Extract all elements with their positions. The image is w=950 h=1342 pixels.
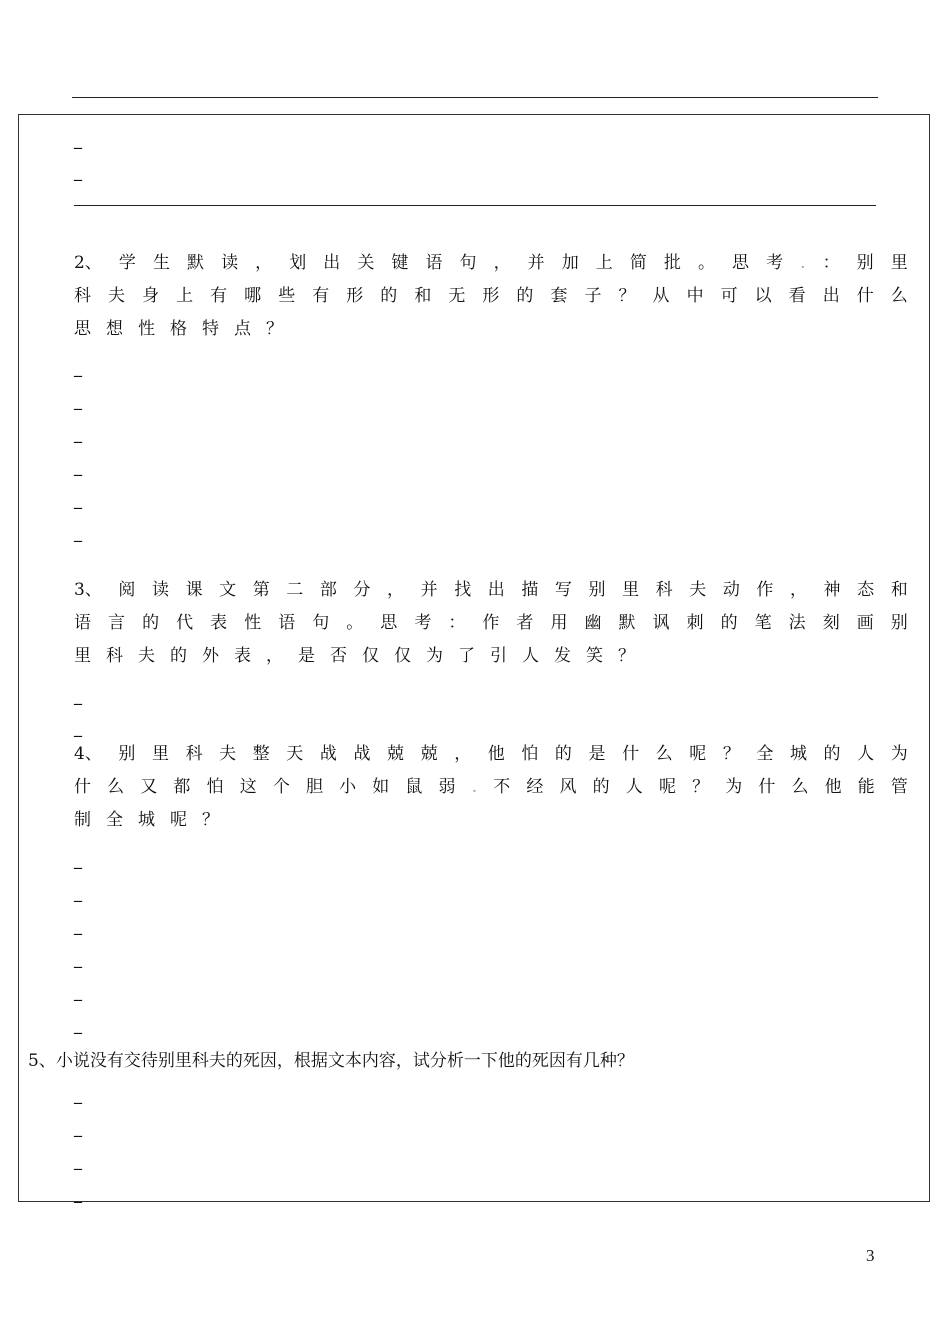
q3-char: 外 [202, 646, 219, 666]
q2-char: 思 [74, 319, 91, 339]
q3-char: 别 [890, 613, 908, 633]
q3-char: 笑 [586, 646, 603, 666]
answer-blank: _ [74, 1118, 82, 1137]
question-2-line-1 [74, 250, 908, 276]
q4-char: 他 [824, 777, 842, 797]
q2-char: 考 [766, 253, 784, 273]
answer-blank: _ [74, 949, 82, 968]
q2-char: 形 [482, 286, 500, 306]
page-number: 3 [866, 1246, 875, 1265]
q2-char: ： [822, 253, 840, 273]
q3-char: 了 [458, 646, 475, 666]
q4-char: 呢 [689, 744, 707, 764]
answer-blank: _ [74, 982, 82, 1001]
q3-char: 第 [252, 580, 270, 600]
q4-char: 又 [140, 777, 158, 797]
q2-char: 语 [425, 253, 443, 273]
q2-char: 别 [856, 253, 874, 273]
answer-blank: _ [74, 490, 82, 509]
q3-char: 动 [722, 580, 740, 600]
q2-char: 么 [890, 286, 908, 306]
q2-char: 句 [459, 253, 477, 273]
q2-char: 划 [289, 253, 307, 273]
q4-char: 全 [756, 744, 774, 764]
q3-char: 二 [286, 580, 304, 600]
q4-char: 夫 [219, 744, 237, 764]
q4-char: 么 [107, 777, 125, 797]
q2-char: ， [255, 253, 273, 273]
q3-char: 别 [588, 580, 606, 600]
answer-blank: _ [74, 457, 82, 476]
q4-char: 经 [526, 777, 544, 797]
q3-char: 作 [482, 613, 500, 633]
q3-char: 画 [856, 613, 874, 633]
q3-char: 仅 [394, 646, 411, 666]
answer-blank: _ [74, 523, 82, 542]
q3-char: 3、 [74, 580, 102, 600]
q3-char: 思 [380, 613, 398, 633]
q4-char: 什 [74, 777, 91, 797]
answer-blank: _ [74, 1085, 82, 1104]
q3-char: 语 [74, 613, 91, 633]
answer-blank: _ [74, 850, 82, 869]
q4-char: 整 [252, 744, 270, 764]
q2-char: 格 [170, 319, 187, 339]
q2-char: 夫 [108, 286, 126, 306]
q3-char: 人 [522, 646, 539, 666]
q2-char: 批 [663, 253, 681, 273]
q3-char: 和 [890, 580, 908, 600]
q4-stray-mark: . [471, 777, 478, 797]
q3-char: 者 [516, 613, 534, 633]
q2-char: 上 [595, 253, 613, 273]
q3-char: 表 [210, 613, 228, 633]
q3-char: 法 [788, 613, 806, 633]
q2-char: 点 [234, 319, 251, 339]
q3-char: 出 [487, 580, 505, 600]
q2-char: 有 [312, 286, 330, 306]
q4-char: 弱 [438, 777, 456, 797]
q2-char: 无 [448, 286, 466, 306]
q3-char: 的 [170, 646, 187, 666]
q4-char: 不 [493, 777, 511, 797]
q4-char: 天 [286, 744, 304, 764]
answer-blank: _ [74, 1184, 82, 1203]
q2-char: 些 [278, 286, 296, 306]
q3-char: 课 [185, 580, 203, 600]
q3-char: 科 [655, 580, 673, 600]
q2-char: 学 [118, 253, 136, 273]
q3-char: 里 [74, 646, 91, 666]
q4-char: 城 [138, 810, 155, 830]
answer-blank: _ [74, 916, 82, 935]
q4-char: 是 [588, 744, 606, 764]
q3-char: 讽 [652, 613, 670, 633]
q3-char: 态 [857, 580, 875, 600]
q4-char: 人 [857, 744, 875, 764]
q3-char: 的 [720, 613, 738, 633]
q4-char: 4、 [74, 744, 102, 764]
q2-char: 看 [788, 286, 806, 306]
q4-char: 鼠 [405, 777, 423, 797]
answer-blank: _ [74, 391, 82, 410]
q4-char: 的 [823, 744, 841, 764]
q4-char: 城 [789, 744, 807, 764]
answer-blank: _ [74, 162, 82, 181]
q2-char: 以 [754, 286, 772, 306]
q4-char: 兢 [420, 744, 438, 764]
q4-char: 战 [319, 744, 337, 764]
q4-char: 呢 [658, 777, 676, 797]
q2-char: 生 [152, 253, 170, 273]
q3-char: 考 [414, 613, 432, 633]
q3-char: ？ [618, 646, 635, 666]
q2-char: 性 [138, 319, 155, 339]
q2-char: 关 [357, 253, 375, 273]
q4-char: 呢 [170, 810, 187, 830]
q4-char: 人 [625, 777, 643, 797]
answer-blank: _ [74, 1151, 82, 1170]
q2-char: 和 [414, 286, 432, 306]
q2-char: ， [493, 253, 511, 273]
q4-char: 的 [554, 744, 572, 764]
q2-char: 出 [822, 286, 840, 306]
q3-char: 读 [151, 580, 169, 600]
q3-char: 作 [756, 580, 774, 600]
q3-char: 为 [426, 646, 443, 666]
question-4-line-1 [74, 741, 908, 767]
q3-char: ， [266, 646, 283, 666]
q2-char: 简 [629, 253, 647, 273]
q2-char: 哪 [244, 286, 262, 306]
q2-char: 套 [550, 286, 568, 306]
answer-blank: _ [74, 424, 82, 443]
answer-blank: _ [74, 1015, 82, 1034]
q4-char: 么 [655, 744, 673, 764]
q3-char: 并 [420, 580, 438, 600]
q4-char: 里 [151, 744, 169, 764]
q2-char: 特 [202, 319, 219, 339]
header-rule [72, 97, 878, 98]
q3-char: 幽 [584, 613, 602, 633]
q2-char: 读 [221, 253, 239, 273]
q3-char: 找 [454, 580, 472, 600]
q4-char: 为 [725, 777, 743, 797]
q2-char: 身 [142, 286, 160, 306]
q3-char: 。 [346, 613, 364, 633]
q3-char: 笔 [754, 613, 772, 633]
question-5: 5、小说没有交待别里科夫的死因，根据文本内容，试分析一下他的死因有几种？ [28, 1051, 634, 1071]
q2-char: 2、 [74, 253, 102, 273]
q3-char: 默 [618, 613, 636, 633]
q2-char: 想 [106, 319, 123, 339]
q4-char: 别 [118, 744, 136, 764]
q4-char: 他 [487, 744, 505, 764]
q2-stray-mark: . [800, 253, 806, 273]
q3-char: ， [789, 580, 807, 600]
question-3-line-3 [74, 643, 908, 669]
answer-blank: _ [74, 130, 82, 149]
q2-char: 。 [697, 253, 715, 273]
q4-char: 管 [890, 777, 908, 797]
q3-char: 发 [554, 646, 571, 666]
q3-char: 写 [554, 580, 572, 600]
q3-char: 语 [278, 613, 296, 633]
question-2-line-3 [74, 316, 908, 342]
q4-char: 为 [890, 744, 908, 764]
q2-char: 有 [210, 286, 228, 306]
q4-char: 怕 [206, 777, 224, 797]
q3-char: 用 [550, 613, 568, 633]
q4-char: ， [454, 744, 472, 764]
q3-char: 描 [521, 580, 539, 600]
q2-char: 从 [652, 286, 670, 306]
q2-char: 里 [890, 253, 908, 273]
question-3-line-2 [74, 610, 908, 636]
q2-char: 加 [561, 253, 579, 273]
q4-char: ？ [202, 810, 219, 830]
answer-blank: _ [74, 358, 82, 377]
q3-char: 的 [142, 613, 160, 633]
q4-char: 个 [272, 777, 290, 797]
q4-char: 这 [239, 777, 257, 797]
q3-char: 神 [823, 580, 841, 600]
q3-char: 否 [330, 646, 347, 666]
q3-char: ， [387, 580, 405, 600]
q3-char: ： [448, 613, 466, 633]
q3-char: 代 [176, 613, 194, 633]
q4-char: 什 [758, 777, 776, 797]
q4-char: 的 [592, 777, 610, 797]
q3-char: 刻 [822, 613, 840, 633]
question-4-line-3 [74, 807, 908, 833]
answer-blank: _ [74, 883, 82, 902]
q2-char: 中 [686, 286, 704, 306]
q2-char: 的 [380, 286, 398, 306]
q3-char: 夫 [138, 646, 155, 666]
question-3-line-1 [74, 577, 908, 603]
q3-char: 里 [622, 580, 640, 600]
q2-char: 形 [346, 286, 364, 306]
q4-char: 胆 [305, 777, 323, 797]
q4-char: 科 [185, 744, 203, 764]
q2-char: 什 [856, 286, 874, 306]
q3-char: 科 [106, 646, 123, 666]
q4-char: 风 [559, 777, 577, 797]
q4-char: 如 [372, 777, 390, 797]
q4-char: 兢 [387, 744, 405, 764]
q2-char: 科 [74, 286, 91, 306]
q3-char: 性 [244, 613, 262, 633]
q4-char: 战 [353, 744, 371, 764]
question-4-line-2 [74, 774, 908, 800]
q3-char: 阅 [118, 580, 136, 600]
q4-char: 什 [622, 744, 640, 764]
q3-char: 句 [312, 613, 330, 633]
answer-blank: _ [74, 718, 82, 737]
q2-char: 键 [391, 253, 409, 273]
question-2-line-2 [74, 283, 908, 309]
q4-char: 都 [173, 777, 191, 797]
q2-char: 默 [187, 253, 205, 273]
q4-char: ？ [692, 777, 710, 797]
q3-char: 是 [298, 646, 315, 666]
q4-char: 能 [857, 777, 875, 797]
q4-char: 小 [339, 777, 357, 797]
q2-char: 的 [516, 286, 534, 306]
q3-char: 表 [234, 646, 251, 666]
q3-char: 刺 [686, 613, 704, 633]
q2-char: ？ [266, 319, 283, 339]
q2-char: 上 [176, 286, 194, 306]
q3-char: 夫 [689, 580, 707, 600]
q3-char: 文 [219, 580, 237, 600]
q4-char: 么 [791, 777, 809, 797]
q2-char: 思 [732, 253, 750, 273]
q3-char: 引 [490, 646, 507, 666]
answer-rule [74, 205, 876, 206]
q2-char: 并 [527, 253, 545, 273]
q2-char: 子 [584, 286, 602, 306]
q2-char: ？ [618, 286, 636, 306]
q4-char: 怕 [521, 744, 539, 764]
q3-char: 仅 [362, 646, 379, 666]
q2-char: 可 [720, 286, 738, 306]
q3-char: 言 [108, 613, 126, 633]
q3-char: 分 [353, 580, 371, 600]
q4-char: ？ [722, 744, 740, 764]
q4-char: 全 [106, 810, 123, 830]
q2-char: 出 [323, 253, 341, 273]
q3-char: 部 [319, 580, 337, 600]
answer-blank: _ [74, 686, 82, 705]
q4-char: 制 [74, 810, 91, 830]
